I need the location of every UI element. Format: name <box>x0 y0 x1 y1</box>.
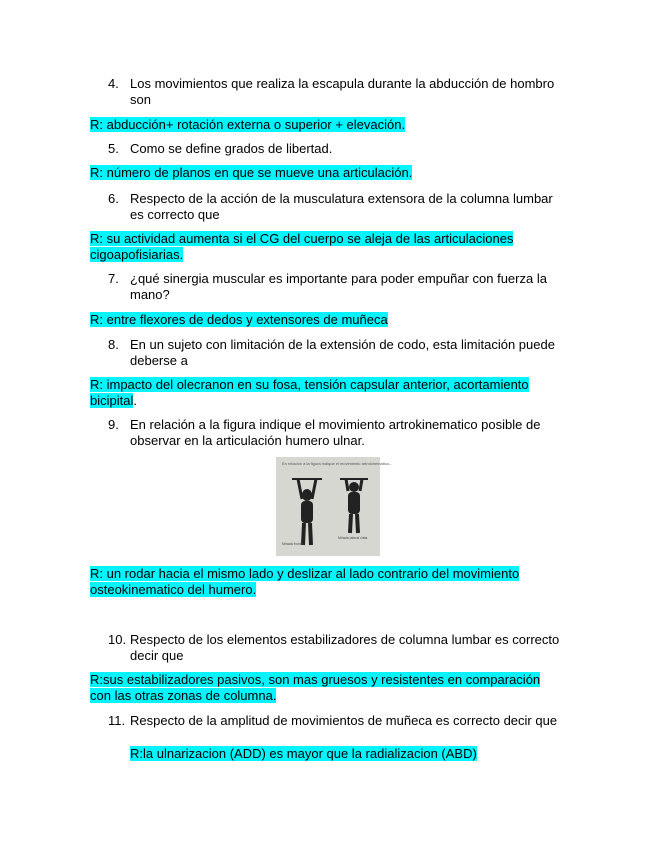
answer-text: R: abducción+ rotación externa o superior + elevación. <box>90 117 406 132</box>
answer-6 <box>90 231 564 263</box>
answer-4 <box>90 117 564 133</box>
question-number: 4. <box>108 76 119 91</box>
question-4 <box>108 76 560 108</box>
answer-text: R: impacto del olecranon en su fosa, tensión capsular anterior, acortamiento bicipital <box>90 377 529 408</box>
elbow-figure <box>276 457 393 556</box>
answer-text: R: un rodar hacia el mismo lado y deslizar al lado contrario del movimiento osteokinematico del humero. <box>90 566 520 597</box>
answer-9 <box>90 566 564 598</box>
question-11 <box>108 713 560 729</box>
answer-10 <box>90 672 564 704</box>
question-number: 9. <box>108 417 119 432</box>
question-10 <box>108 632 560 664</box>
question-7 <box>108 271 560 303</box>
answer-text: R:sus estabilizadores pasivos, son mas gruesos y resistentes en comparación con las otras zonas de columna. <box>90 672 541 703</box>
question-text: En relación a la figura indique el movimiento artrokinematico posible de observar en la articulación humero ulnar. <box>130 417 541 448</box>
figure-caption-right: Mirada lateral vista <box>338 536 368 540</box>
pull-up-figure-image <box>276 457 393 556</box>
question-text: Como se define grados de libertad. <box>130 141 333 156</box>
question-number: 5. <box>108 141 119 156</box>
question-number: 10. <box>108 632 127 647</box>
answer-7 <box>90 312 564 328</box>
question-6 <box>108 191 560 223</box>
figure-caption-left: Mirada frontal <box>282 542 304 546</box>
answer-8 <box>90 377 564 409</box>
question-number: 7. <box>108 271 119 286</box>
answer-text: R:la ulnarizacion (ADD) es mayor que la radializacion (ABD) <box>130 746 477 761</box>
figure-caption-top: En relación a la figura indique el movimiento artrokinematico... <box>282 461 393 466</box>
answer-text: R: entre flexores de dedos y extensores de muñeca <box>90 312 388 327</box>
answer-5 <box>90 165 564 181</box>
question-text: Los movimientos que realiza la escapula durante la abducción de hombro son <box>130 76 555 107</box>
answer-11 <box>130 746 570 762</box>
question-text: Respecto de los elementos estabilizadores de columna lumbar es correcto decir que <box>130 632 560 663</box>
question-9 <box>108 417 560 449</box>
answer-text: R: su actividad aumenta si el CG del cuerpo se aleja de las articulaciones cigoapofisiarias. <box>90 231 514 262</box>
question-number: 6. <box>108 191 119 206</box>
question-5 <box>108 141 560 157</box>
question-text: Respecto de la amplitud de movimientos de muñeca es correcto decir que <box>130 713 558 728</box>
question-text: ¿qué sinergia muscular es importante para poder empuñar con fuerza la mano? <box>130 271 547 302</box>
answer-suffix: . <box>133 393 137 408</box>
question-text: Respecto de la acción de la musculatura extensora de la columna lumbar es correcto que <box>130 191 553 222</box>
question-number: 11. <box>108 713 126 728</box>
question-8 <box>108 337 560 369</box>
question-number: 8. <box>108 337 119 352</box>
answer-text: R: número de planos en que se mueve una articulación. <box>90 165 413 180</box>
question-text: En un sujeto con limitación de la extensión de codo, esta limitación puede deberse a <box>130 337 555 368</box>
